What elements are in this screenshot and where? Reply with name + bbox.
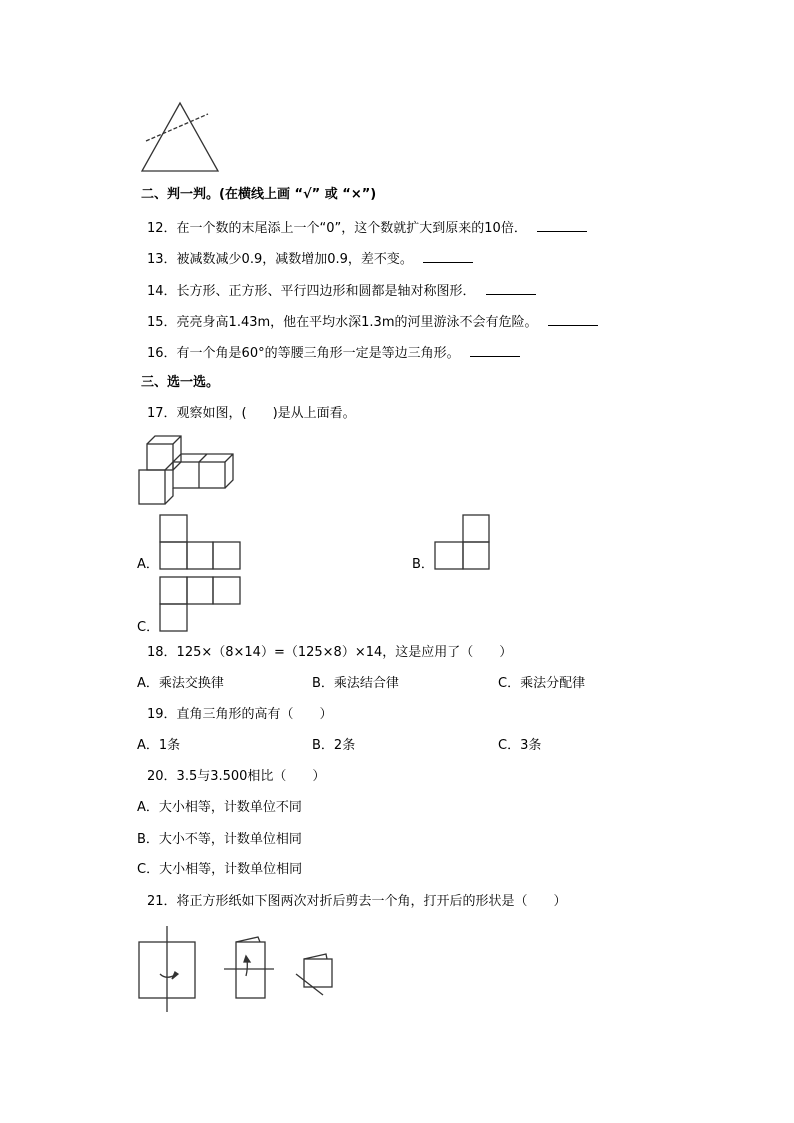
cube-figure [139,436,233,504]
option-c[interactable]: C．3条 [498,738,542,753]
answer-blank[interactable] [470,344,520,357]
triangle-figure [142,103,218,171]
option-b-figure [435,515,489,569]
option-a[interactable]: A．大小相等，计数单位不同 [137,800,302,815]
question-20: 20．3.5与3.500相比（ ） [147,769,326,784]
answer-blank[interactable] [423,250,473,263]
question-12 [147,219,587,237]
option-c[interactable]: C． [137,620,160,635]
option-b[interactable]: B．大小不等，计数单位相同 [137,832,302,847]
answer-blank[interactable] [486,282,536,295]
section2-title: 二、判一判。(在横线上画 “√” 或 “×”) [141,187,377,202]
question-16 [147,344,520,362]
question-15 [147,313,598,331]
fold-figures [139,926,332,1012]
q15-text: 15．亮亮身高1.43m，他在平均水深1.3m的河里游泳不会有危险。 [147,315,538,330]
option-a[interactable]: A．1条 [137,738,181,753]
option-a[interactable]: A．乘法交换律 [137,676,224,691]
q16-text: 16．有一个角是60°的等腰三角形一定是等边三角形。 [147,346,460,361]
answer-blank[interactable] [548,313,598,326]
q12-text: 12．在一个数的末尾添上一个“0”，这个数就扩大到原来的10倍． [147,221,527,236]
q13-text: 13．被减数减少0.9，减数增加0.9，差不变。 [147,252,413,267]
option-a[interactable]: A． [137,557,159,572]
option-b[interactable]: B． [412,557,434,572]
option-b[interactable]: B．2条 [312,738,356,753]
question-14 [147,282,536,300]
q14-text: 14．长方形、正方形、平行四边形和圆都是轴对称图形． [147,284,476,299]
option-c[interactable]: C．大小相等，计数单位相同 [137,862,303,877]
option-b[interactable]: B．乘法结合律 [312,676,399,691]
option-c[interactable]: C．乘法分配律 [498,676,586,691]
option-a-figure [160,515,240,569]
question-17: 17．观察如图，( )是从上面看。 [147,406,356,421]
question-19: 19．直角三角形的高有（ ） [147,707,333,722]
section3-title: 三、选一选。 [141,375,220,390]
option-c-figure [160,577,240,631]
question-18: 18．125×（8×14）=（125×8）×14，这是应用了（ ） [147,645,513,660]
question-13 [147,250,473,268]
answer-blank[interactable] [537,219,587,232]
question-21: 21．将正方形纸如下图两次对折后剪去一个角，打开后的形状是（ ） [147,894,567,909]
